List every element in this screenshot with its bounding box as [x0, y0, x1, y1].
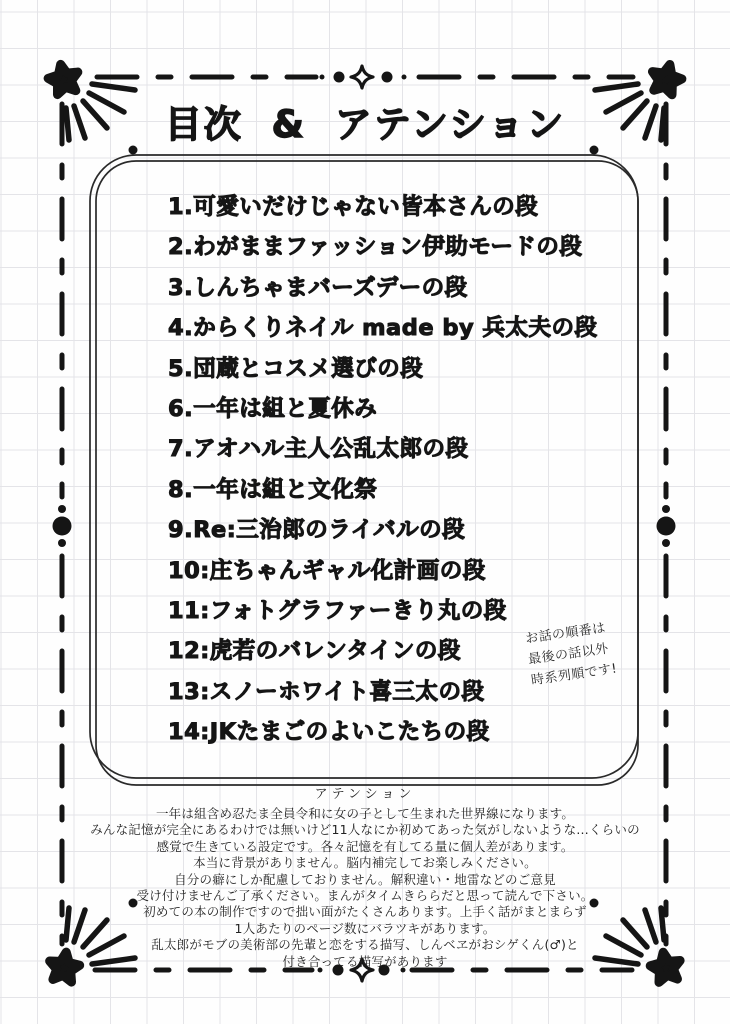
attention-line: 感覚で生きている設定です。各々記憶を有してる量に個人差があります。	[156, 838, 574, 854]
attention-line: 乱太郎がモブの美術部の先輩と恋をする描写、しんベヱがおシゲくん(♂)と	[151, 937, 579, 953]
attention-line: 1人あたりのページ数にバラツキがあります。	[234, 920, 496, 936]
toc-item-13: 13:スノーホワイト喜三太の段	[168, 678, 485, 705]
attention-line: みんな記憶が完全にあるわけでは無いけど11人なにか初めてあった気がしないような…くらいの	[90, 822, 640, 838]
handwritten-note-line: お話の順番は	[524, 620, 607, 647]
toc-item-5: 5.団蔵とコスメ選びの段	[168, 355, 424, 382]
attention-line: 一年は組含め忍たま全員令和に女の子として生まれた世界線になります。	[155, 806, 575, 821]
toc-item-9: 9.Re:三治郎のライバルの段	[168, 517, 466, 544]
toc-item-14: 14:JKたまごのよいこたちの段	[168, 719, 490, 746]
toc-item-2: 2.わがままファッション伊助モードの段	[168, 234, 583, 261]
attention-line: 受け付けませんご了承ください。まんがタイムきららだと思って読んで下さい。	[136, 888, 594, 904]
toc-item-4: 4.からくりネイル made by 兵太夫の段	[168, 315, 598, 342]
attention-heading: アテンション	[314, 787, 416, 802]
handwritten-note-line: 最後の話以外	[527, 641, 610, 668]
handwritten-note-line: 時系列順です!	[530, 661, 619, 689]
toc-item-8: 8.一年は組と文化祭	[168, 476, 378, 503]
attention-line: 自分の癖にしか配慮しておりません。解釈違い・地雷などのご意見	[174, 871, 556, 887]
diamond-sparkle-icon-top	[351, 66, 373, 88]
attention-line: 初めての本の制作ですので拙い面がたくさんあります。上手く話がまとまらず	[143, 904, 587, 920]
right-divider-dots	[657, 505, 676, 547]
toc-item-12: 12:虎若のバレンタインの段	[168, 638, 461, 665]
attention-line: 付き合ってる描写があります	[282, 953, 448, 969]
toc-item-6: 6.一年は組と夏休み	[168, 396, 378, 423]
toc-item-11: 11:フォトグラファーきり丸の段	[168, 598, 507, 625]
toc-item-7: 7.アオハル主人公乱太郎の段	[168, 436, 469, 463]
attention-line: 本当に背景がありません。脳内補完してお楽しみください。	[193, 855, 537, 871]
left-divider-dots	[53, 505, 72, 547]
page-title: 目次 & アテンション	[164, 103, 566, 146]
toc-item-1: 1.可愛いだけじゃない皆本さんの段	[168, 194, 539, 220]
toc-item-10: 10:庄ちゃんギャル化計画の段	[168, 557, 486, 584]
attention-section	[0, 783, 730, 970]
toc-item-3: 3.しんちゃまバーズデーの段	[168, 274, 468, 301]
